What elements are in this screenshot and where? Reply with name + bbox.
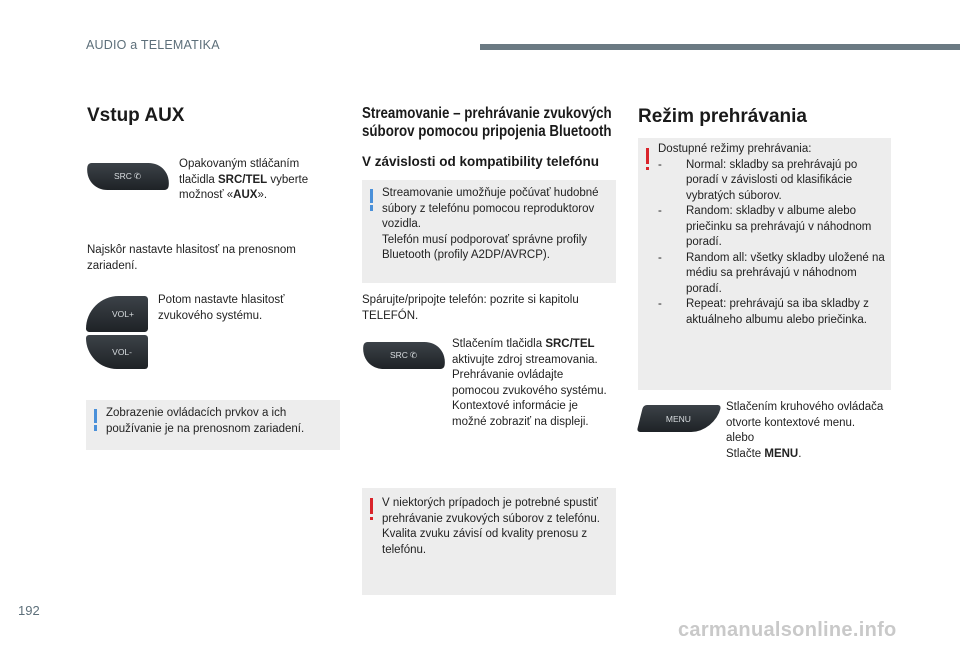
list-item: - Random all: všetky skladby uložené na médiu sa prehrávajú v náhodnom poradí.	[658, 251, 886, 298]
playback-modes-list	[658, 158, 886, 329]
stream-warning-box	[362, 488, 616, 595]
stream-step: Stlačením tlačidla SRC/TEL aktivujte zdroj streamovania. Prehrávanie ovládajte pomocou zvukového systému. Kontextové informácie je možné zobraziť na displeji.	[452, 338, 607, 428]
src-button-image	[84, 163, 172, 190]
stream-info-text: Streamovanie umožňuje počúvať hudobné súbory z telefónu pomocou reproduktorov vozidla. Telefón musí podporovať správne profily Bluetooth (profily A2DP/AVRCP).	[382, 187, 599, 261]
phone-icon: ✆	[409, 350, 419, 360]
compat-subtitle: V závislosti od kompatibility telefónu	[362, 154, 600, 169]
src-button-image-2	[360, 342, 448, 369]
aux-step3: Potom nastavte hlasitosť zvukového systému.	[158, 294, 285, 322]
info-icon-base	[94, 425, 97, 431]
header-rule	[480, 44, 960, 50]
warning-icon-dot	[370, 517, 373, 520]
list-item: - Random: skladby v albume alebo priečinku sa prehrávajú v náhodnom poradí.	[658, 204, 886, 251]
stream-title: Streamovanie – prehrávanie zvukových súborov pomocou pripojenia Bluetooth	[362, 105, 612, 140]
phone-icon: ✆	[133, 171, 143, 181]
menu-label: MENU	[666, 413, 692, 424]
vol-down-button-image	[86, 335, 148, 369]
list-item: - Repeat: prehrávajú sa iba skladby z aktuálneho albumu alebo priečinka.	[658, 297, 886, 328]
vol-up-label: VOL+	[112, 309, 134, 319]
aux-step2: Najskôr nastavte hlasitosť na prenosnom zariadení.	[87, 244, 296, 272]
menu-step: Stlačením kruhového ovládača otvorte kontextové menu. alebo Stlačte MENU.	[726, 401, 884, 460]
src-label: SRC	[114, 171, 133, 181]
stream-info-box	[362, 180, 616, 283]
pair-phone-text: Spárujte/pripojte telefón: pozrite si kapitolu TELEFÓN.	[362, 294, 579, 322]
stream-warning-text: V niektorých prípadoch je potrebné spustiť prehrávanie zvukových súborov z telefónu. Kvalita zvuku závisí od kvality prenosu z telefónu.	[382, 497, 600, 556]
info-icon	[94, 409, 97, 423]
playback-mode-title: Režim prehrávania	[638, 106, 807, 127]
aux-title: Vstup AUX	[87, 105, 185, 126]
aux-note: Zobrazenie ovládacích prvkov a ich používanie je na prenosnom zariadení.	[106, 407, 305, 435]
src-label-2: SRC	[390, 350, 409, 360]
aux-info-box	[86, 400, 340, 450]
warning-icon-dot	[646, 167, 649, 170]
vol-down-label: VOL-	[112, 347, 132, 357]
watermark: carmanualsonline.info	[678, 619, 897, 641]
aux-step1: Opakovaným stláčaním tlačidla SRC/TEL vyberte možnosť «AUX».	[179, 158, 309, 201]
warning-icon	[646, 148, 649, 164]
list-item: - Normal: skladby sa prehrávajú po poradí v závislosti od klasifikácie vybratých súborov.	[658, 158, 886, 205]
playback-modes-text: Dostupné režimy prehrávania: - Normal: skladby sa prehrávajú po poradí v závislosti od klasifikácie vybratých súborov. - Random: skladby v albume alebo priečinku sa prehrávajú v náhodnom poradí. - Random all: všetky skladby uložené na médiu sa prehrávajú v náhodnom poradí. - Repeat: prehrávajú sa iba skladby z aktuálneho albumu alebo priečinka.	[658, 142, 886, 328]
page-number: 192	[18, 603, 40, 618]
menu-button-image	[637, 405, 722, 432]
vol-up-button-image	[86, 296, 148, 332]
section-header: AUDIO a TELEMATIKA	[86, 38, 220, 52]
info-icon	[370, 189, 373, 203]
warning-icon	[370, 498, 373, 514]
info-icon-base	[370, 205, 373, 211]
playback-modes-box	[638, 138, 891, 390]
